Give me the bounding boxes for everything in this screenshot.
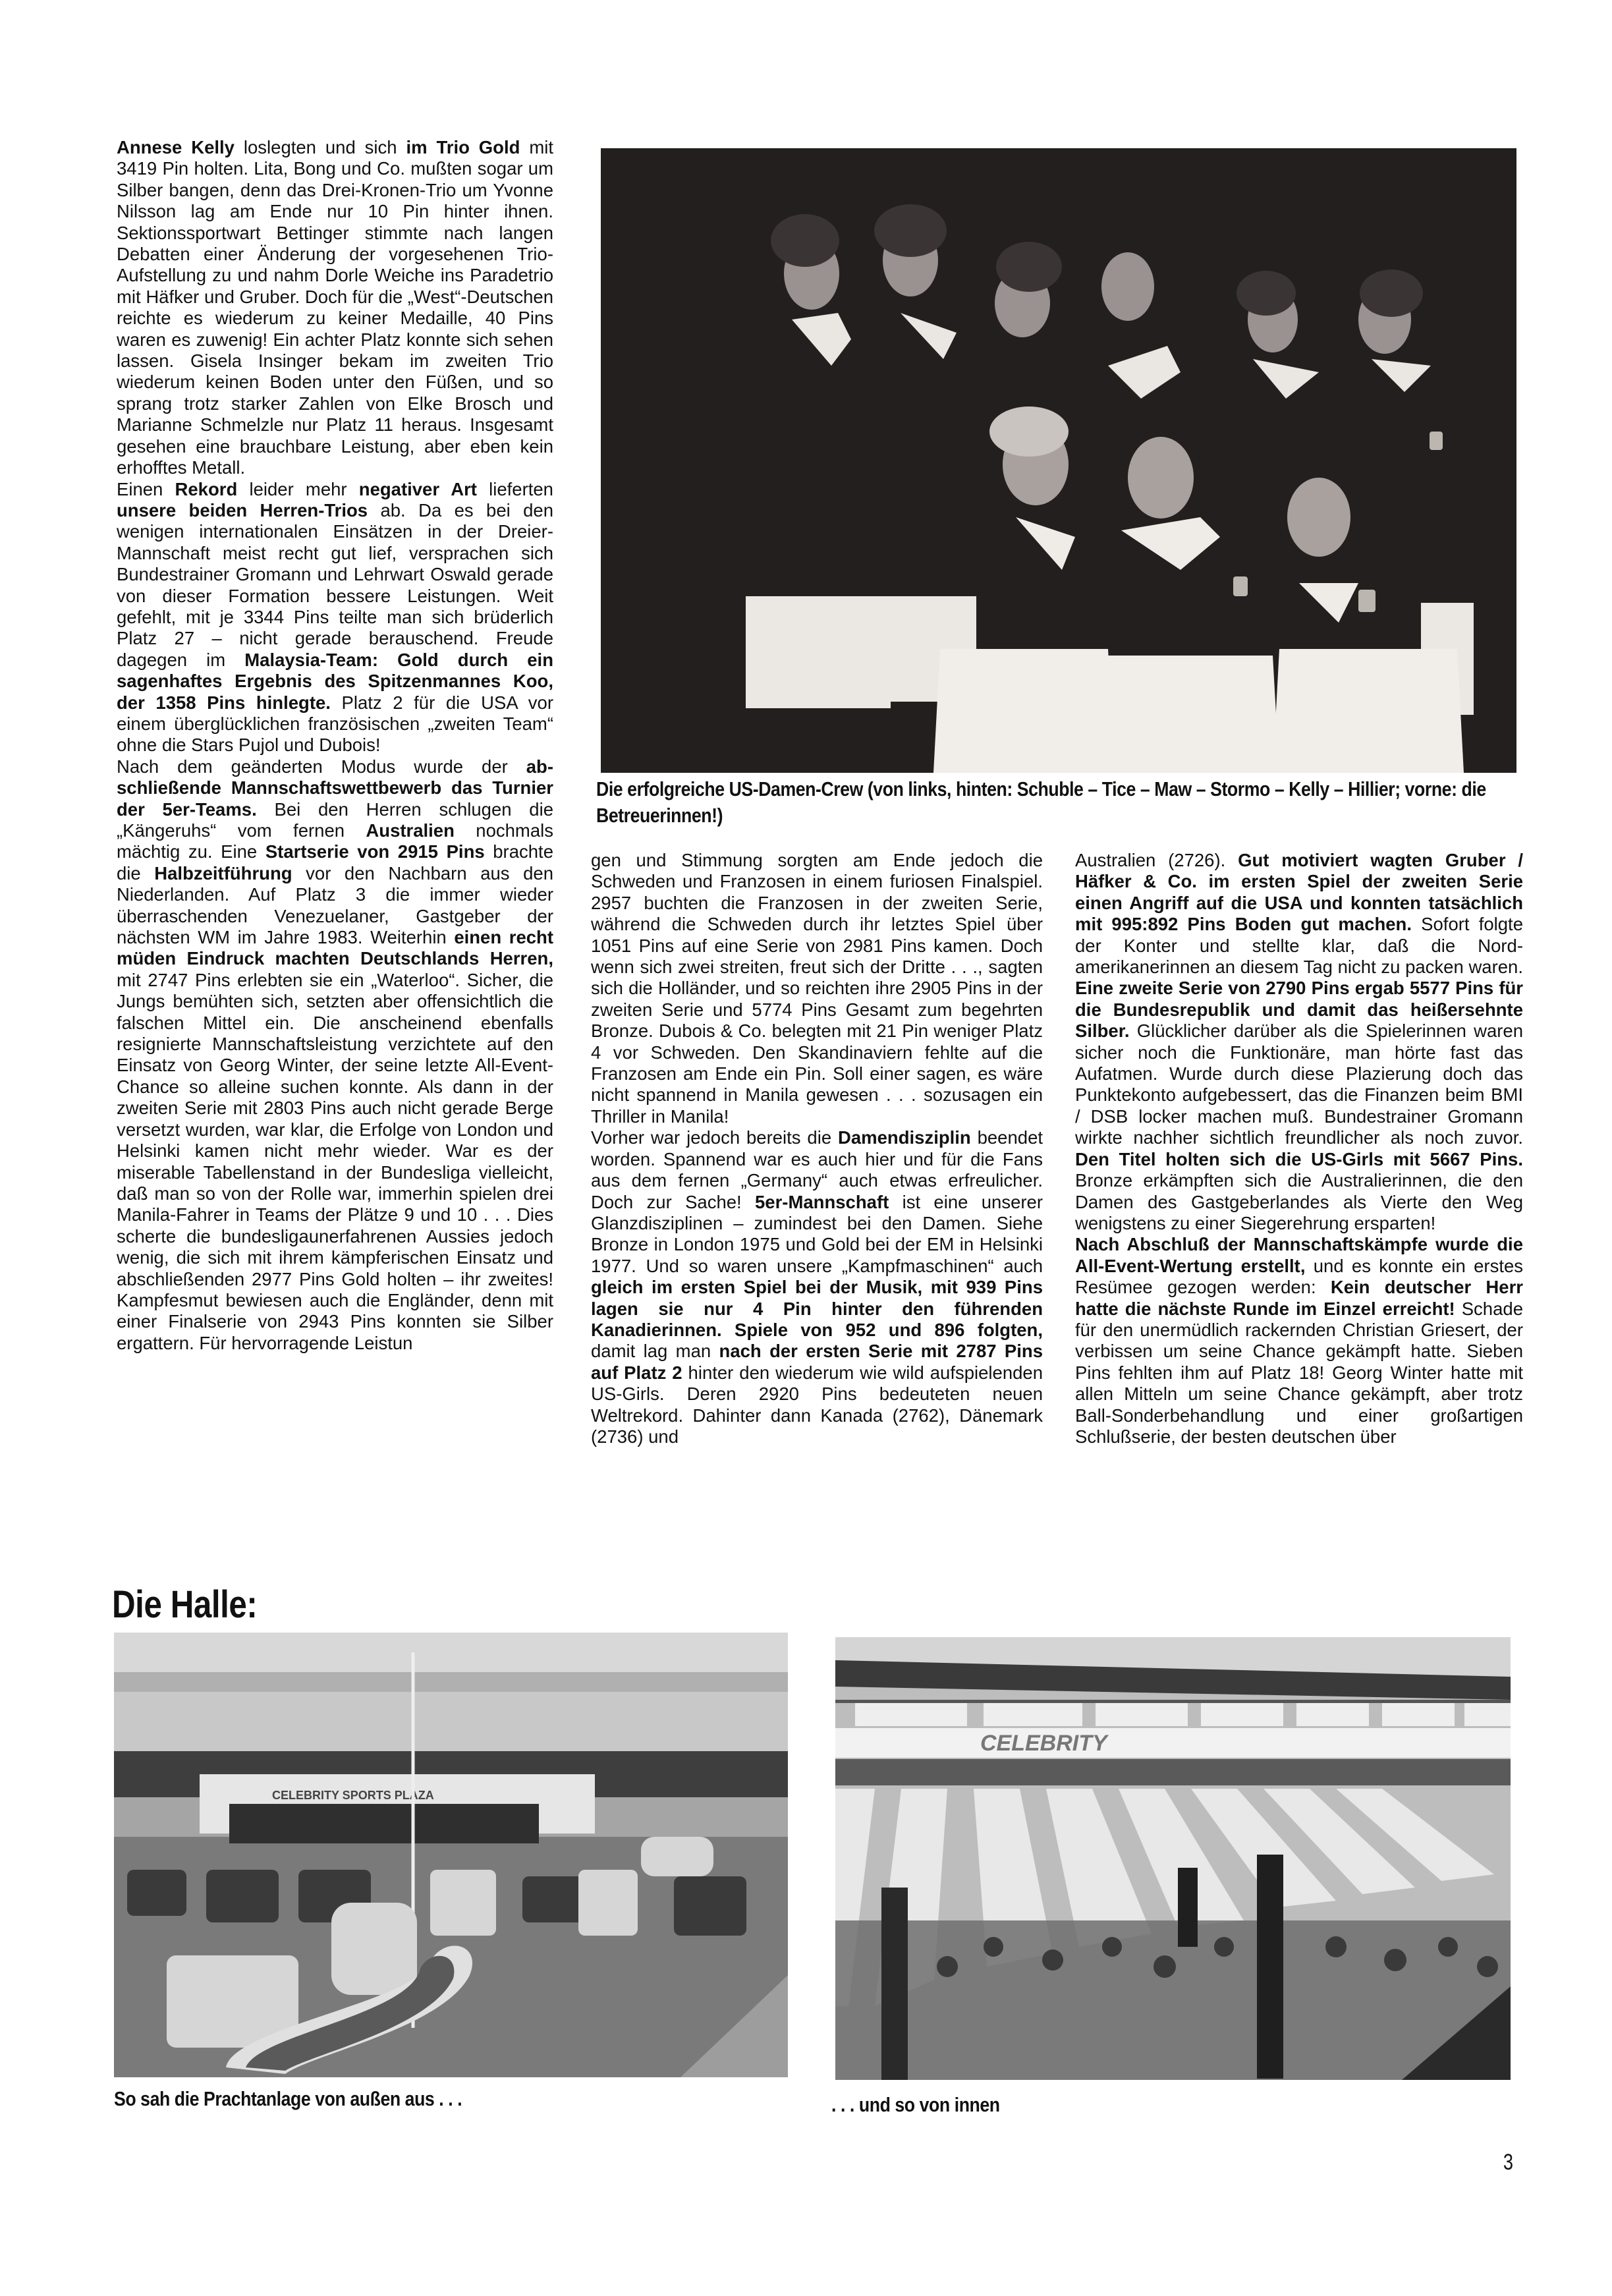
team-photo	[601, 148, 1516, 773]
emphasized-text: Den Titel holten sich die US-Girls mit 5667 Pins.	[1075, 1148, 1523, 1169]
article-paragraph	[117, 479, 553, 756]
article-paragraph	[117, 137, 553, 479]
emphasized-text: Halbzeitführung	[154, 862, 292, 883]
article-paragraph	[591, 850, 1043, 1127]
emphasized-text: Damendisziplin	[838, 1127, 971, 1148]
page-number: 3	[1503, 2150, 1514, 2175]
building-sign: CELEBRITY SPORTS PLAZA	[272, 1789, 434, 1802]
body-text: Bei den Herren schlugen die „Kängeruhs“ vom fernen	[117, 798, 553, 841]
emphasized-text: nach der ersten Serie mit 2787 Pins auf Platz 2	[591, 1341, 1043, 1383]
body-text: beendet worden. Spannend war es auch hier und für die Fans aus dem fernen „Germany“ auch etwas erfreulicher. Doch zur Sache!	[591, 1127, 1043, 1212]
interior-photo-image	[835, 1637, 1511, 2080]
emphasized-text: Eine zweite Serie von 2790 Pins ergab 5577 Pins für die Bundesrepublik und damit das heißersehnte Silber.	[1075, 978, 1523, 1042]
exterior-photo-image	[114, 1633, 788, 2077]
body-text: Nach dem geänderten Modus wurde der	[117, 756, 526, 777]
body-text: mit 3419 Pin holten. Lita, Bong und Co. mußten sogar um Silber bangen, denn das Drei-Kronen-Trio um Yvonne Nilsson lag am Ende nur 10 Pin hinter ihnen. Sektionssportwart Bettinger stimmte nach langen Debatten einer Änderung der vorgesehenen Trio-Aufstellung zu und nahm Dorle Weiche ins Paradetrio mit Häfker und Gruber. Doch für die „West“-Deutschen reichte es wiederum zu keiner Medaille, 40 Pins waren es zuwenig! Ein achter Platz konnte sich sehen lassen. Gisela Insinger bekam im zweiten Trio wiederum keinen Boden unter den Füßen, und so sprang trotz starker Zahlen von Elke Brosch und Marianne Schmelzle nur Platz 11 heraus. Insgesamt gesehen eine brauchbare Leistung, aber eben kein erhofftes Metall.	[117, 137, 553, 478]
body-text: ist eine unserer Glanzdisziplinen – zumindest bei den Damen. Siehe Bronze in London 1975 und Gold bei der EM in Helsinki 1977. Und so waren unsere „Kampfmaschinen“ auch	[591, 1191, 1043, 1276]
hall-sign: CELEBRITY	[980, 1731, 1107, 1756]
emphasized-text: Annese Kelly	[117, 137, 235, 157]
emphasized-text: im Trio Gold	[406, 137, 520, 157]
body-text: lieferten	[476, 478, 553, 499]
article-column-right	[1075, 850, 1523, 1447]
emphasized-text: unsere beiden Herren-Trios	[117, 499, 368, 520]
team-photo-caption: Die erfolgreiche US-Damen-Crew (von links, hinten: Schuble – Tice – Maw – Stormo – Kelly – Hillier; vorne: die Betreuerinnen!)	[596, 777, 1486, 827]
body-text: damit lag man	[591, 1341, 719, 1362]
exterior-photo	[114, 1633, 788, 2077]
article-paragraph	[1075, 1234, 1523, 1447]
body-text: und es konnte ein erstes Resümee gezogen werden:	[1075, 1255, 1524, 1298]
emphasized-text: Gut motiviert wagten Gruber / Häfker & Co. im ersten Spiel der zweiten Serie einen Angriff auf die USA und konnten tatsächlich mit 995:892 Pins Boden gut machen.	[1075, 850, 1524, 935]
exterior-photo-caption: So sah die Prachtanlage von außen aus . . .	[114, 2087, 462, 2110]
body-text: vor den Nachbarn aus den Niederlanden. Auf Platz 3 die immer wieder überraschenden Venezuelaner, Gastgeber der nächsten WM im Jahre 1983. Weiterhin	[117, 862, 553, 948]
emphasized-text: Malaysia-Team: Gold durch ein sagenhaftes Ergebnis des Spitzenmannes Koo, der 1358 Pins hinlegte.	[117, 649, 553, 713]
emphasized-text: Rekord	[175, 478, 238, 499]
body-text: Australien (2726).	[1075, 850, 1238, 870]
emphasized-text: gleich im ersten Spiel bei der Musik, mit 939 Pins lagen sie nur 4 Pin hinter den führenden Kanadierinnen. Spiele von 952 und 896 folgten,	[591, 1277, 1043, 1340]
body-text: gen und Stimmung sorgten am Ende jedoch die Schweden und Franzosen in einem furiosen Finalspiel. 2957 buchten die Franzosen in der zweiten Serie, während die Schweden durch ihr letztes Spiel über 1051 Pins auf eine Serie von 2981 Pins kamen. Doch wenn sich zwei streiten, freut sich der Dritte . . ., sagten sich die Holländer, und so reichten ihre 2905 Pins in der zweiten Serie und 5774 Pins Gesamt zum begehrten Bronze. Dubois & Co. belegten mit 21 Pin weniger Platz 4 vor Schweden. Den Skandinaviern fehlte auf die Franzosen am Ende ein Pin. Soll einer sagen, es wäre nicht spannend in Manila gewesen . . . sozusagen ein Thriller in Manila!	[591, 850, 1043, 1127]
body-text: Glücklicher darüber als die Spielerinnen waren sicher noch die Funktionäre, man hörte fast das Aufatmen. Wurde durch diese Plazierung doch das Punktekonto aufgebessert, das die Finanzen beim BMI / DSB locker machen muß. Bundestrainer Gromann wirkte nachher sichtlich freundlicher als noch zuvor.	[1075, 1021, 1523, 1148]
body-text: leider mehr	[237, 478, 359, 499]
emphasized-text: Startserie von 2915 Pins	[265, 841, 485, 862]
emphasized-text: Kein deutscher Herr hatte die nächste Runde im Einzel erreicht!	[1075, 1277, 1523, 1319]
emphasized-text: einen recht müden Eindruck machten Deutschlands Herren,	[117, 927, 553, 969]
body-text: Schade für den unermüdlich rackernden Christian Griesert, der verbissen um seine Chance gekämpft hatte. Sieben Pins fehlten ihm auf Platz 18! Georg Winter hatte mit allen Mitteln um seine Chance gekämpft, aber trotz Ball-Sonderbehandlung und einer großartigen Schlußserie, der besten deutschen über	[1075, 1298, 1523, 1447]
body-text: loslegten und sich	[234, 137, 406, 157]
emphasized-text: Australien	[366, 820, 455, 841]
body-text: Sofort folgte der Konter und stellte klar, daß die Nordamerikanerinnen an diesem Tag nicht zu packen waren.	[1075, 914, 1523, 978]
article-column-middle	[591, 850, 1043, 1447]
interior-photo-caption: . . . und so von innen	[831, 2093, 1000, 2116]
body-text: Einen	[117, 478, 175, 499]
body-text: Bronze erkämpften sich die Australierinnen, die den Damen des Gastgeberlandes als Vierte den Weg wenigstens zu einer Siegerehrung ersparten!	[1075, 1170, 1523, 1233]
body-text: hinter den wiederum wie wild aufspielenden US-Girls. Deren 2920 Pins bedeuteten neuen Weltrekord. Dahinter dann Kanada (2762), Dänemark (2736) und	[591, 1362, 1043, 1447]
emphasized-text: 5er-Mannschaft	[755, 1191, 889, 1212]
team-photo-image	[601, 148, 1516, 773]
section-heading: Die Halle:	[112, 1583, 258, 1626]
body-text: Vorher war jedoch bereits die	[591, 1127, 839, 1148]
body-text: brachte die	[117, 841, 553, 883]
body-text: mit 2747 Pins erlebten sie ein „Waterloo“. Sicher, die Jungs bemühten sich, setzten aber offensichtlich die falschen Mittel ein. Die anscheinend ebenfalls resignierte Mannschaftsleistung verzichtete auf den Einsatz von Georg Winter, der seine letzte All-Event-Chance so alleine suchen konnte. Als dann in der zweiten Serie mit 2803 Pins auch nicht gerade Berge versetzt wurden, war klar, die Erfolge von London und Helsinki kamen nicht mehr wieder. War es der miserable Tabellenstand in der Bundesliga vielleicht, daß man so von der Rolle war, immerhin spielen drei Manila-Fahrer in Teams der Plätze 9 und 10 . . . Dies scherte die bundesligaunerfahrenen Aussies jedoch wenig, die sich mit ihrem kämpferischen Einsatz und abschließenden 2977 Pins Gold holten – ihr zweites! Kampfesmut bewiesen auch die Engländer, denn mit einer Finalserie von 2943 Pins konnten sie Silber ergattern. Für hervorragende Leistun	[117, 969, 553, 1353]
interior-photo	[835, 1637, 1511, 2080]
article-paragraph	[591, 1127, 1043, 1447]
body-text: ab. Da es bei den wenigen internationalen Einsätzen in der Dreier-Mannschaft meist recht gut lief, versprachen sich Bundestrainer Gromann und Lehrwart Oswald gerade von dieser Formation bessere Leistungen. Weit gefehlt, mit je 3344 Pins teilte man sich brüderlich Platz 27 – nicht gerade berauschend. Freude dagegen im	[117, 499, 553, 670]
emphasized-text: Nach Abschluß der Mannschaftskämpfe wurde die All-Event-Wertung erstellt,	[1075, 1234, 1523, 1276]
emphasized-text: abschließende Mannschaftswettbewerb das Turnier der 5er-Teams.	[117, 756, 553, 820]
article-column-left	[117, 137, 553, 1354]
article-paragraph	[117, 756, 553, 1354]
body-text: nochmals mächtig zu. Eine	[117, 820, 553, 862]
article-paragraph	[1075, 850, 1523, 1234]
emphasized-text: negativer Art	[358, 478, 477, 499]
body-text: Platz 2 für die USA vor einem überglücklichen französischen „zweiten Team“ ohne die Stars Pujol und Dubois!	[117, 692, 553, 756]
